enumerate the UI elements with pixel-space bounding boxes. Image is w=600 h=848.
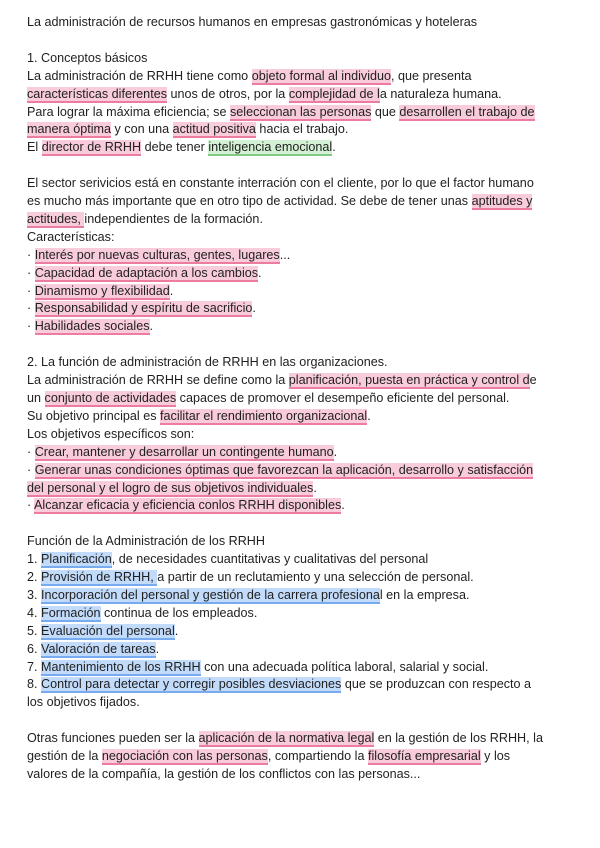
text-line: [27, 68, 574, 86]
text-segment: que se produzcan con respecto a: [341, 677, 532, 692]
text-segment: un: [27, 390, 45, 405]
text-segment: 5.: [27, 623, 42, 638]
text-segment: Para lograr la máxima eficiencia; se: [27, 104, 230, 119]
text-segment: capaces de promover el desempeño eficiente del personal.: [176, 390, 510, 405]
highlighted-text: Incorporación del personal y gestión de la carrera profesiona: [41, 587, 380, 602]
text-segment: que: [371, 104, 400, 119]
highlighted-text: Capacidad de adaptación a los cambios: [34, 265, 259, 280]
text-line: [27, 694, 574, 712]
text-segment: , de necesidades cuantitativas y cualitativas del personal: [111, 552, 429, 567]
text-line: [27, 390, 574, 408]
text-line: [27, 211, 574, 229]
text-segment: los objetivos fijados.: [27, 695, 140, 710]
text-segment: Los objetivos específicos son:: [27, 426, 195, 441]
highlighted-text: Crear, mantener y desarrollar un contingente humano: [34, 444, 334, 459]
text-segment: , que presenta: [391, 68, 472, 83]
highlighted-text: aptitudes y: [471, 194, 533, 209]
highlighted-text: Control para detectar y corregir posibles desviaciones: [41, 677, 342, 692]
document-body: [27, 50, 574, 784]
text-line: [27, 50, 574, 68]
text-segment: a partir de un reclutamiento y una selección de personal.: [157, 570, 474, 585]
text-segment: en la gestión de los RRHH, la: [374, 731, 543, 746]
text-line: [27, 175, 574, 193]
highlighted-text: Generar unas condiciones óptimas que favorezcan la aplicación, desarrollo y satisfacción: [34, 462, 534, 477]
highlighted-text: conjunto de actividades: [44, 390, 177, 405]
text-segment: .: [313, 480, 317, 495]
text-segment: continua de los empleados.: [100, 605, 258, 620]
text-segment: El sector serivicios está en constante interración con el cliente, por lo que el factor humano: [27, 176, 534, 191]
highlighted-text: Responsabilidad y espíritu de sacrificio: [34, 301, 253, 316]
text-segment: El: [27, 140, 42, 155]
text-line: [27, 372, 574, 390]
text-segment: gestión de la: [27, 749, 102, 764]
text-segment: ·: [27, 265, 35, 280]
text-line: [27, 766, 574, 784]
text-segment: l en la empresa.: [379, 587, 470, 602]
text-segment: hacia el trabajo.: [255, 122, 349, 137]
text-line: [27, 193, 574, 211]
text-segment: ·: [27, 444, 35, 459]
text-segment: La administración de RRHH se define como la: [27, 373, 289, 388]
text-line: [27, 587, 574, 605]
text-segment: 1.: [27, 552, 42, 567]
text-segment: e: [529, 373, 537, 388]
highlighted-text: desarrollen el trabajo de: [399, 104, 535, 119]
text-segment: 3.: [27, 587, 42, 602]
highlighted-text: Provisión de RRHH,: [41, 570, 158, 585]
text-segment: Su objetivo principal es: [27, 408, 161, 423]
highlighted-text: manera óptima: [27, 122, 111, 137]
text-line: [27, 318, 574, 336]
highlighted-text: director de RRHH: [41, 140, 142, 155]
text-segment: .: [149, 319, 154, 334]
blank-line: [27, 515, 574, 533]
text-line: [27, 408, 574, 426]
text-segment: 2.: [27, 570, 42, 585]
text-segment: ·: [27, 301, 35, 316]
text-segment: valores de la compañía, la gestión de los conflictos con las personas...: [27, 766, 421, 781]
text-segment: .: [333, 444, 338, 459]
text-segment: Función de la Administración de los RRHH: [27, 534, 265, 549]
text-segment: 7.: [27, 659, 42, 674]
text-line: [27, 605, 574, 623]
text-segment: .: [367, 408, 371, 423]
highlighted-text: Alcanzar eficacia y eficiencia conlos RRHH disponibles: [34, 498, 342, 513]
text-line: [27, 444, 574, 462]
highlighted-text: inteligencia emocional: [208, 140, 333, 155]
text-segment: ·: [27, 283, 35, 298]
text-line: [27, 247, 574, 265]
text-segment: ·: [27, 462, 35, 477]
highlighted-text: Mantenimiento de los RRHH: [41, 659, 201, 674]
text-line: [27, 480, 574, 498]
highlighted-text: seleccionan las personas: [229, 104, 372, 119]
text-line: [27, 569, 574, 587]
text-line: [27, 659, 574, 677]
text-segment: ·: [27, 247, 35, 262]
highlighted-text: facilitar el rendimiento organizacional: [160, 408, 368, 423]
text-segment: Características:: [27, 229, 115, 244]
text-segment: .: [341, 498, 345, 513]
text-segment: .: [169, 283, 174, 298]
highlighted-text: filosofía empresarial: [367, 749, 481, 764]
text-line: [27, 104, 574, 122]
text-line: [27, 551, 574, 569]
text-line: [27, 354, 574, 372]
text-line: [27, 676, 574, 694]
text-line: [27, 300, 574, 318]
text-segment: 2. La función de administración de RRHH en las organizaciones.: [27, 355, 388, 370]
text-segment: .: [252, 301, 256, 316]
highlighted-text: objeto formal al individuo: [251, 68, 392, 83]
text-line: [27, 265, 574, 283]
text-segment: , compartiendo la: [267, 749, 368, 764]
highlighted-text: Evaluación del personal: [41, 623, 175, 638]
text-segment: ...: [279, 247, 291, 262]
text-segment: y los: [480, 749, 511, 764]
text-segment: a naturaleza humana.: [379, 86, 502, 101]
highlighted-text: Habilidades sociales: [34, 319, 150, 334]
highlighted-text: Dinamismo y flexibilidad: [34, 283, 170, 298]
text-line: [27, 730, 574, 748]
highlighted-text: características diferentes: [27, 86, 167, 101]
text-segment: .: [155, 641, 160, 656]
text-line: [27, 229, 574, 247]
blank-line: [27, 336, 574, 354]
highlighted-text: complejidad de l: [288, 86, 380, 101]
text-line: [27, 426, 574, 444]
highlighted-text: del personal y el logro de sus objetivos individuales: [27, 480, 314, 495]
highlighted-text: negociación con las personas: [101, 749, 268, 764]
text-segment: .: [332, 140, 336, 155]
highlighted-text: planificación, puesta en práctica y control d: [288, 373, 530, 388]
text-line: [27, 283, 574, 301]
text-line: [27, 462, 574, 480]
highlighted-text: actitud positiva: [172, 122, 256, 137]
text-segment: La administración de RRHH tiene como: [27, 68, 252, 83]
text-segment: ·: [27, 319, 35, 334]
highlighted-text: actitudes,: [27, 211, 85, 226]
text-segment: Otras funciones pueden ser la: [27, 731, 199, 746]
text-line: [27, 121, 574, 139]
text-segment: .: [258, 265, 262, 280]
text-segment: con una adecuada política laboral, salarial y social.: [200, 659, 489, 674]
text-line: [27, 623, 574, 641]
text-segment: independientes de la formación.: [84, 211, 263, 226]
text-segment: 8.: [27, 677, 42, 692]
text-line: [27, 497, 574, 515]
text-line: [27, 533, 574, 551]
document-title: La administración de recursos humanos en empresas gastronómicas y hoteleras: [27, 15, 478, 29]
text-line: [27, 641, 574, 659]
text-line: [27, 139, 574, 157]
text-segment: unos de otros, por la: [167, 86, 289, 101]
text-segment: debe tener: [141, 140, 209, 155]
highlighted-text: Interés por nuevas culturas, gentes, lugares: [34, 247, 280, 262]
text-segment: 6.: [27, 641, 42, 656]
text-segment: 4.: [27, 605, 42, 620]
text-segment: 1. Conceptos básicos: [27, 50, 148, 65]
highlighted-text: Formación: [41, 605, 101, 620]
highlighted-text: Planificación: [41, 552, 112, 567]
text-segment: y con una: [111, 122, 173, 137]
text-segment: es mucho más importante que en otro tipo de actividad. Se debe de tener unas: [27, 194, 472, 209]
highlighted-text: Valoración de tareas: [41, 641, 156, 656]
highlighted-text: aplicación de la normativa legal: [198, 731, 375, 746]
text-segment: .: [174, 623, 179, 638]
blank-line: [27, 712, 574, 730]
text-line: [27, 748, 574, 766]
text-line: [27, 86, 574, 104]
blank-line: [27, 157, 574, 175]
text-segment: ·: [27, 498, 34, 513]
